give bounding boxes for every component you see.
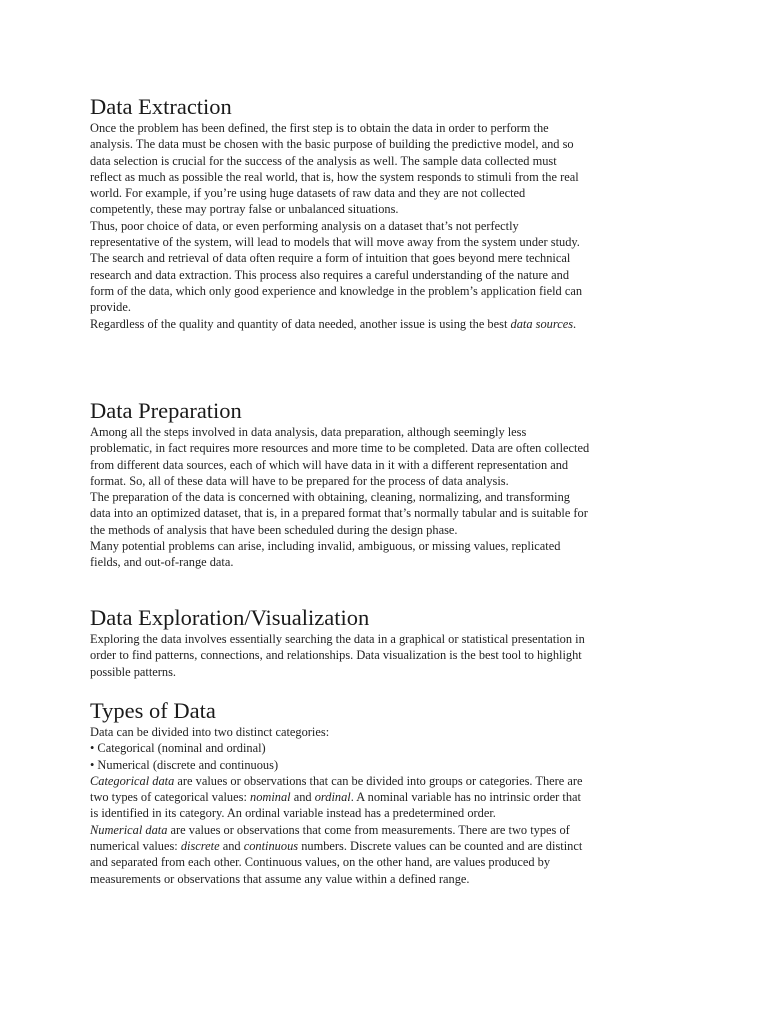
text-run: Many potential problems can arise, including invalid, ambiguous, or missing values, replicated fields, and out-of-range data. bbox=[90, 539, 561, 570]
section-heading: Data Exploration/Visualization bbox=[90, 605, 370, 630]
section-heading: Types of Data bbox=[90, 698, 216, 723]
italic-term: discrete bbox=[180, 839, 220, 854]
paragraph bbox=[90, 218, 590, 251]
text-run: . A nominal variable has no intrinsic order that is identified in its category. An ordinal variable instead has a predetermined order. bbox=[90, 790, 581, 821]
italic-term: Categorical data bbox=[90, 773, 175, 788]
paragraph bbox=[90, 724, 590, 740]
paragraph bbox=[90, 316, 590, 332]
section-data-preparation bbox=[90, 398, 590, 571]
paragraph bbox=[90, 773, 590, 822]
italic-term: nominal bbox=[250, 790, 291, 805]
text-run: are values or observations that can be divided into groups or categories. There are two types of categorical values: bbox=[90, 773, 583, 805]
italic-term: continuous bbox=[243, 839, 299, 854]
section-body bbox=[90, 424, 590, 571]
paragraph bbox=[90, 740, 590, 756]
text-run: Exploring the data involves essentially searching the data in a graphical or statistical presentation in order to find patterns, connections, and relationships. Data visualization is the best tool to highlight possible patterns. bbox=[90, 632, 585, 679]
italic-term: Numerical data bbox=[90, 822, 168, 837]
section-body bbox=[90, 120, 590, 332]
section-data-extraction bbox=[90, 94, 590, 332]
text-run: • Numerical (discrete and continuous) bbox=[90, 757, 279, 772]
section-heading: Data Extraction bbox=[90, 94, 232, 119]
paragraph bbox=[90, 489, 590, 538]
text-run: . bbox=[573, 316, 577, 331]
text-run: numbers. Discrete values can be counted and are distinct and separated from each other. Continuous values, on the other hand, are values produced by measurements or observations that assume any value within a defined range. bbox=[90, 839, 583, 886]
italic-term: ordinal bbox=[314, 790, 351, 805]
text-run: are values or observations that come from measurements. There are two types of numerical values: bbox=[90, 822, 570, 854]
paragraph bbox=[90, 120, 590, 218]
text-run: Thus, poor choice of data, or even performing analysis on a dataset that’s not perfectly representative of the system, will lead to models that will move away from the system under study. bbox=[90, 218, 580, 250]
paragraph bbox=[90, 538, 590, 571]
text-run: The preparation of the data is concerned with obtaining, cleaning, normalizing, and transforming data into an optimized dataset, that is, in a prepared format that’s normally tabular and is suitable for the methods of analysis that have been scheduled during the design phase. bbox=[90, 490, 588, 537]
text-run: Among all the steps involved in data analysis, data preparation, although seemingly less problematic, in fact requires more resources and more time to be completed. Data are often collected from different data sources, each of which will have data in it with a different representation and format. So, all of these data will have to be prepared for the process of data analysis. bbox=[90, 425, 590, 488]
paragraph bbox=[90, 424, 590, 489]
text-run: Once the problem has been defined, the first step is to obtain the data in order to perform the analysis. The data must be chosen with the basic purpose of building the predictive model, and so data selection is crucial for the success of the analysis as well. The sample data collected must reflect as much as possible the real world, that is, how the system responds to stimuli from the real world. For example, if you’re using huge datasets of raw data and they are not collected competently, these may portray false or unbalanced situations. bbox=[90, 121, 579, 217]
section-body bbox=[90, 724, 590, 887]
text-run: Data can be divided into two distinct categories: bbox=[90, 725, 330, 739]
paragraph bbox=[90, 822, 590, 887]
text-run: and bbox=[290, 790, 315, 805]
section-data-exploration bbox=[90, 605, 590, 680]
text-run: • Categorical (nominal and ordinal) bbox=[90, 741, 266, 756]
paragraph bbox=[90, 250, 590, 315]
italic-term: data sources bbox=[510, 316, 574, 331]
section-heading: Data Preparation bbox=[90, 398, 242, 423]
section-types-of-data bbox=[90, 698, 590, 887]
section-body bbox=[90, 631, 590, 680]
text-run: Regardless of the quality and quantity of data needed, another issue is using the best bbox=[90, 316, 511, 331]
paragraph bbox=[90, 757, 590, 773]
text-run: and bbox=[219, 839, 244, 854]
text-run: The search and retrieval of data often require a form of intuition that goes beyond mere technical research and data extraction. This process also requires a careful understanding of the nature and form of the data, which only good experience and knowledge in the problem’s application field can provide. bbox=[90, 251, 583, 315]
paragraph bbox=[90, 631, 590, 680]
